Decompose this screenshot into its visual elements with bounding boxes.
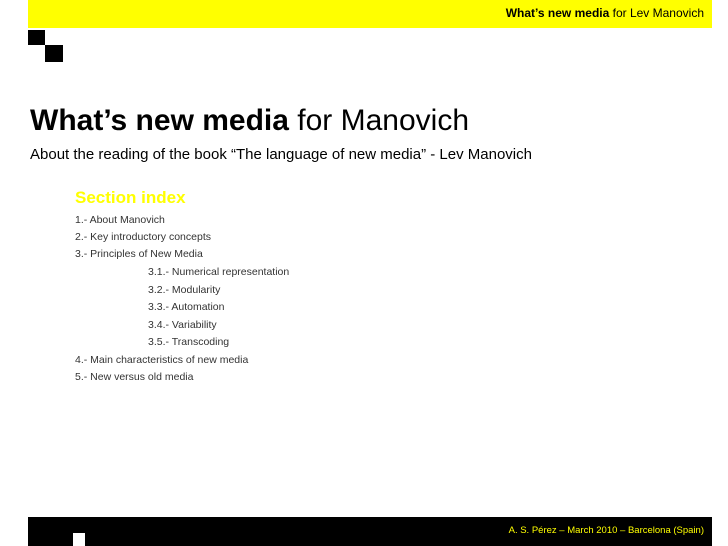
header-title-bold: What’s new media — [505, 6, 610, 20]
index-subitem: 3.4.- Variability — [148, 319, 217, 331]
header-title — [506, 6, 704, 20]
section-index-heading: Section index — [75, 188, 186, 207]
index-item: 5.- New versus old media — [75, 371, 194, 383]
header-title-rest: for Lev Manovich — [609, 6, 704, 20]
slide-subtitle: About the reading of the book “The language of new media” - Lev Manovich — [30, 146, 532, 163]
index-item: 4.- Main characteristics of new media — [75, 354, 249, 366]
footer-text: A. S. Pérez – March 2010 – Barcelona (Spain) — [508, 525, 704, 536]
index-subitem: 3.1.- Numerical representation — [148, 266, 290, 278]
slide-title — [30, 104, 469, 138]
slide-title-rest: for Manovich — [288, 104, 470, 137]
logo-square-bottom-right — [45, 45, 63, 62]
index-item: 3.- Principles of New Media — [75, 248, 203, 260]
index-subitem: 3.5.- Transcoding — [148, 336, 230, 348]
slide-title-bold: What’s new media — [30, 104, 289, 137]
footer-logo-square — [73, 533, 85, 546]
index-item: 1.- About Manovich — [75, 214, 165, 226]
index-subitem: 3.3.- Automation — [148, 301, 225, 313]
index-item: 2.- Key introductory concepts — [75, 231, 211, 243]
logo-square-top-left — [28, 30, 45, 45]
footer-bar — [28, 517, 712, 546]
header-bar — [28, 0, 712, 28]
index-subitem: 3.2.- Modularity — [148, 284, 221, 296]
